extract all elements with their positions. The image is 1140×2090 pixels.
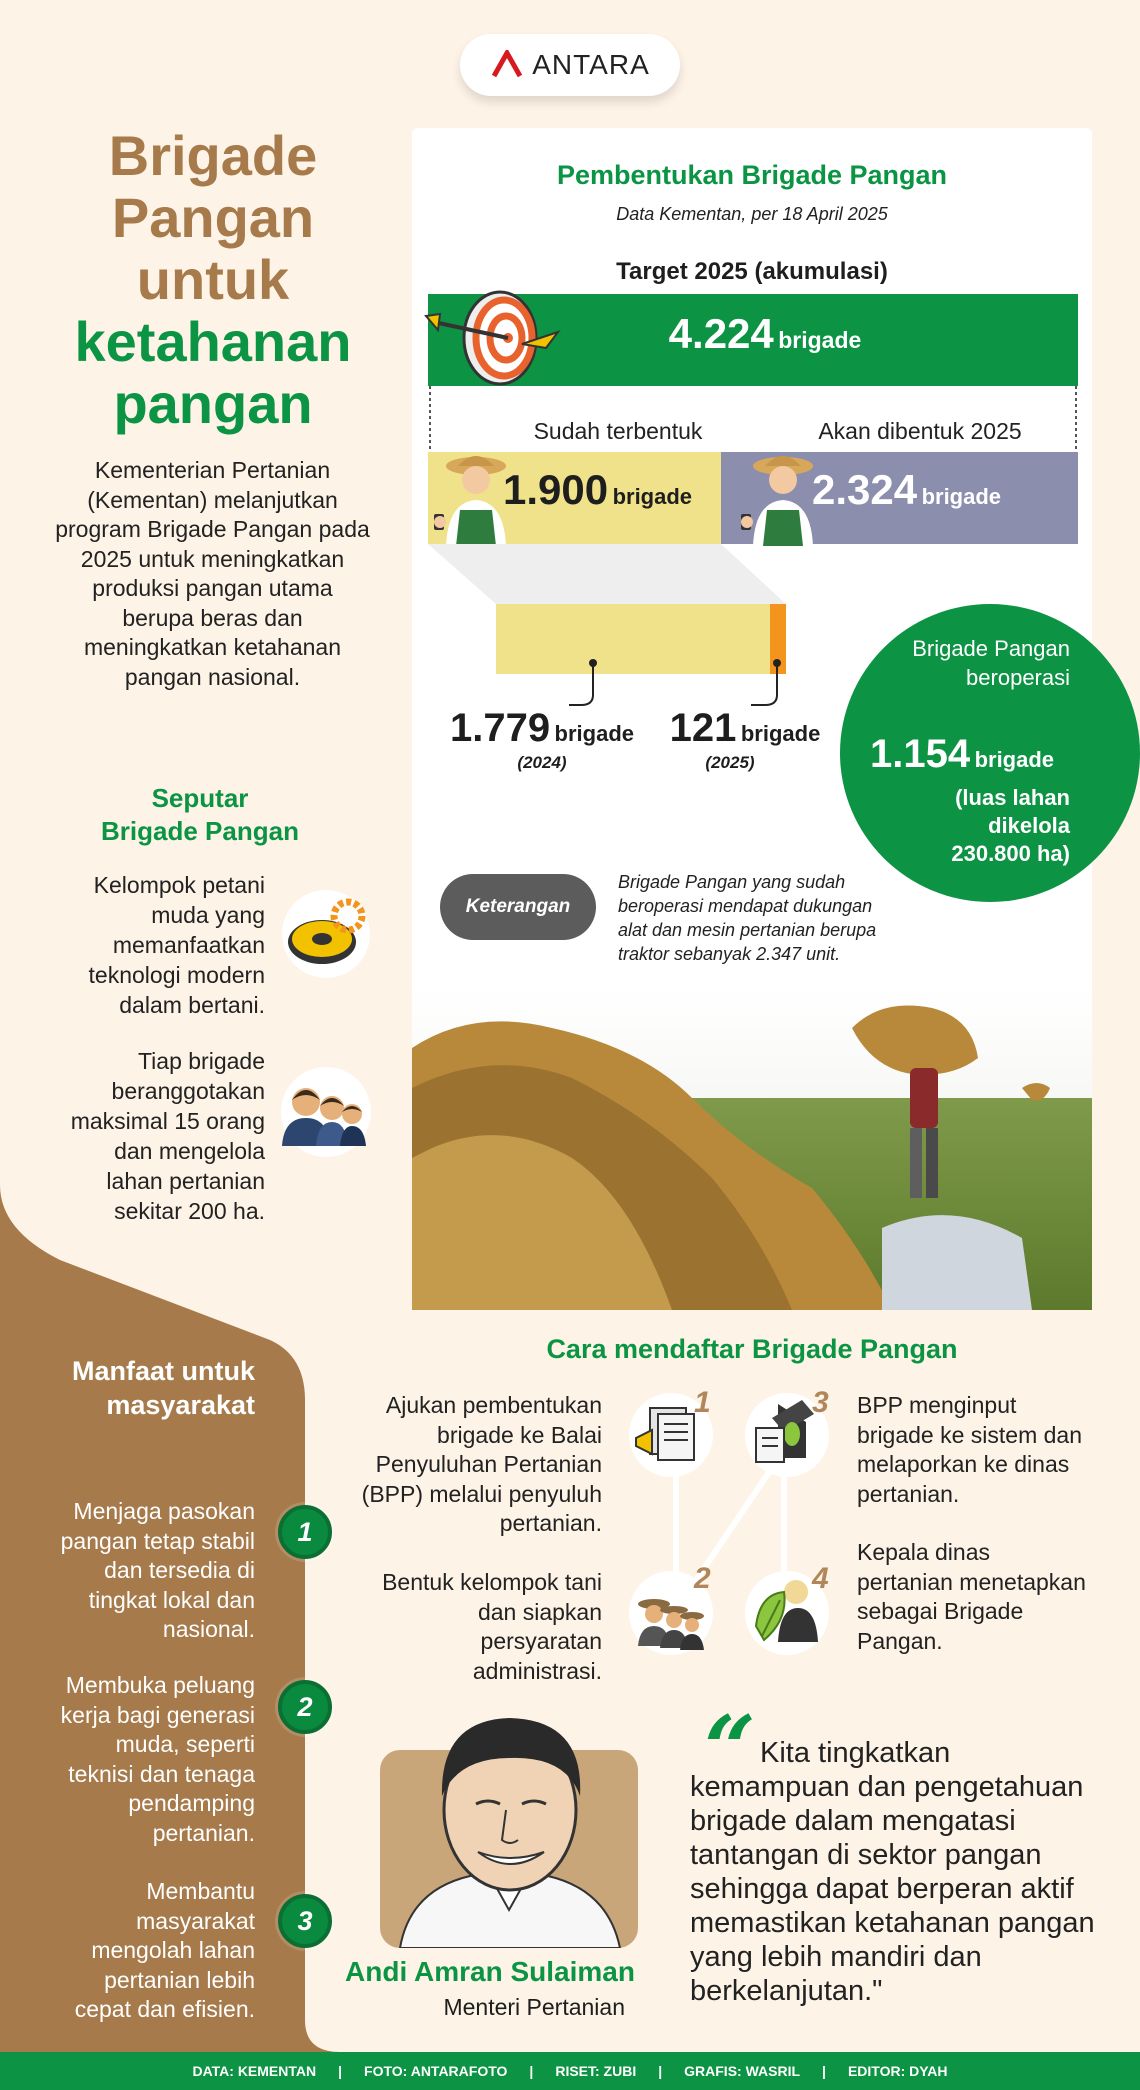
seputar-title-line2: Brigade Pangan: [101, 816, 299, 846]
cara-title: Cara mendaftar Brigade Pangan: [546, 1334, 958, 1364]
credit-separator: |: [338, 2063, 343, 2079]
keterangan-label: Keterangan: [440, 874, 596, 940]
planned-unit: brigade: [921, 484, 1002, 509]
formed-value-group: [503, 466, 723, 514]
step-3-text: BPP menginput brigade ke sistem dan melaporkan ke dinas pertanian.: [857, 1392, 1083, 1507]
formed-label: Sudah terbentuk: [533, 418, 703, 444]
title-line-1: Brigade: [108, 124, 318, 187]
title-line-2: Pangan: [111, 186, 315, 249]
credit-data: DATA: KEMENTAN: [192, 2063, 317, 2079]
manfaat-item-2-text: Membuka peluang kerja bagi generasi muda, seperti teknisi dan tenaga pendamping pertanian.: [60, 1672, 255, 1846]
gear-icon: [280, 888, 372, 980]
card-subtitle: Data Kementan, per 18 April 2025: [616, 204, 888, 224]
step-3-number: 3: [812, 1386, 829, 1419]
split-2025-year: (2025): [705, 753, 755, 772]
quote-text: [690, 1736, 1100, 2008]
split-2025-unit: brigade: [740, 721, 821, 746]
keterangan-text: Brigade Pangan yang sudah beroperasi mendapat dukungan alat dan mesin pertanian berupa traktor sebanyak 2.347 unit.: [618, 872, 877, 964]
split-2024-unit: brigade: [554, 721, 635, 746]
step-2-number: 2: [694, 1562, 711, 1595]
manfaat-item-1-text: Menjaga pasokan pangan tetap stabil dan tersedia di tingkat lokal dan nasional.: [60, 1498, 255, 1642]
minister-name: Andi Amran Sulaiman: [345, 1956, 635, 1987]
split-2024-value: 1.779: [449, 706, 551, 750]
split-2025-group: [660, 706, 830, 773]
step-1-text: Ajukan pembentukan brigade ke Balai Penyuluhan Pertanian (BPP) melalui penyuluh pertanian.: [361, 1392, 602, 1536]
operating-circle: [840, 604, 1140, 902]
operating-note: (luas lahan dikelola 230.800 ha): [951, 785, 1070, 866]
split-2024-group: [432, 706, 652, 773]
credit-foto: FOTO: ANTARAFOTO: [364, 2063, 508, 2079]
credit-riset: RISET: ZUBI: [555, 2063, 637, 2079]
step-2-text: Bentuk kelompok tani dan siapkan persyaratan administrasi.: [382, 1569, 602, 1684]
quote-mark-icon: “: [704, 1696, 756, 1802]
manfaat-number-1: 1: [278, 1505, 332, 1559]
minister-portrait: [380, 1700, 638, 1948]
target-dart-icon: [424, 286, 564, 390]
target-label: Target 2025 (akumulasi): [616, 258, 888, 285]
antara-logo: [460, 34, 680, 96]
title-line-5: pangan: [113, 372, 313, 435]
manfaat-item-3-text: Membantu masyarakat mengolah lahan pertanian lebih cepat dan efisien.: [74, 1878, 255, 2022]
credit-separator: |: [529, 2063, 534, 2079]
split-2025-value: 121: [669, 706, 737, 750]
split-2024-year: (2024): [517, 753, 567, 772]
seputar-title: [60, 782, 340, 848]
operating-unit: brigade: [974, 747, 1055, 772]
manfaat-title: Manfaat untuk masyarakat: [71, 1356, 255, 1420]
seputar-item-1: Kelompok petani muda yang memanfaatkan teknologi modern dalam bertani.: [88, 872, 265, 1018]
card-title: Pembentukan Brigade Pangan: [556, 160, 948, 190]
operating-value-group: [870, 732, 1110, 777]
credit-separator: |: [822, 2063, 826, 2079]
planned-value: 2.324: [812, 466, 918, 513]
title-line-4: ketahanan: [74, 310, 352, 373]
manfaat-number-2: 2: [278, 1680, 332, 1734]
seputar-item-2: Tiap brigade beranggotakan maksimal 15 orang dan mengelola lahan pertanian sekitar 200 ha.: [70, 1048, 265, 1224]
operating-label: Brigade Pangan beroperasi: [912, 636, 1070, 690]
logo-text: ANTARA: [532, 49, 650, 80]
minister-role: Menteri Pertanian: [443, 1994, 625, 2020]
antara-mark-icon: [490, 50, 524, 80]
seputar-title-line1: Seputar: [151, 783, 249, 813]
target-value: 4.224: [668, 310, 774, 357]
credits-footer: [0, 2052, 1140, 2090]
planned-value-group: [812, 466, 1072, 514]
step-1-number: 1: [694, 1386, 711, 1419]
people-group-icon: [276, 1066, 376, 1158]
credit-editor: EDITOR: DYAH: [847, 2063, 948, 2079]
rice-harvest-photo: [412, 988, 1092, 1310]
operating-value: 1.154: [870, 732, 971, 776]
step-4-text: Kepala dinas pertanian menetapkan sebagai Brigade Pangan.: [857, 1539, 1086, 1654]
credit-separator: |: [658, 2063, 663, 2079]
formed-value: 1.900: [503, 466, 609, 513]
planned-label: Akan dibentuk 2025: [818, 418, 1022, 444]
step-4-number: 4: [812, 1562, 829, 1595]
formed-unit: brigade: [612, 484, 693, 509]
target-unit: brigade: [778, 327, 862, 353]
quote-body: Kita tingkatkan kemampuan dan pengetahuan brigade dalam mengatasi tantangan di sektor pangan sehingga dapat berperan aktif memastikan ketahanan pangan yang lebih mandiri dan berkelanjutan.": [690, 1737, 1095, 2007]
intro-paragraph: Kementerian Pertanian (Kementan) melanjutkan program Brigade Pangan pada 2025 untuk meningkatkan produksi pangan utama berupa beras dan meningkatkan ketahanan pangan nasional.: [55, 457, 370, 690]
credit-grafis: GRAFIS: WASRIL: [684, 2063, 801, 2079]
title-line-3: untuk: [136, 248, 290, 311]
target-value-group: [600, 310, 930, 358]
manfaat-number-3: 3: [278, 1894, 332, 1948]
